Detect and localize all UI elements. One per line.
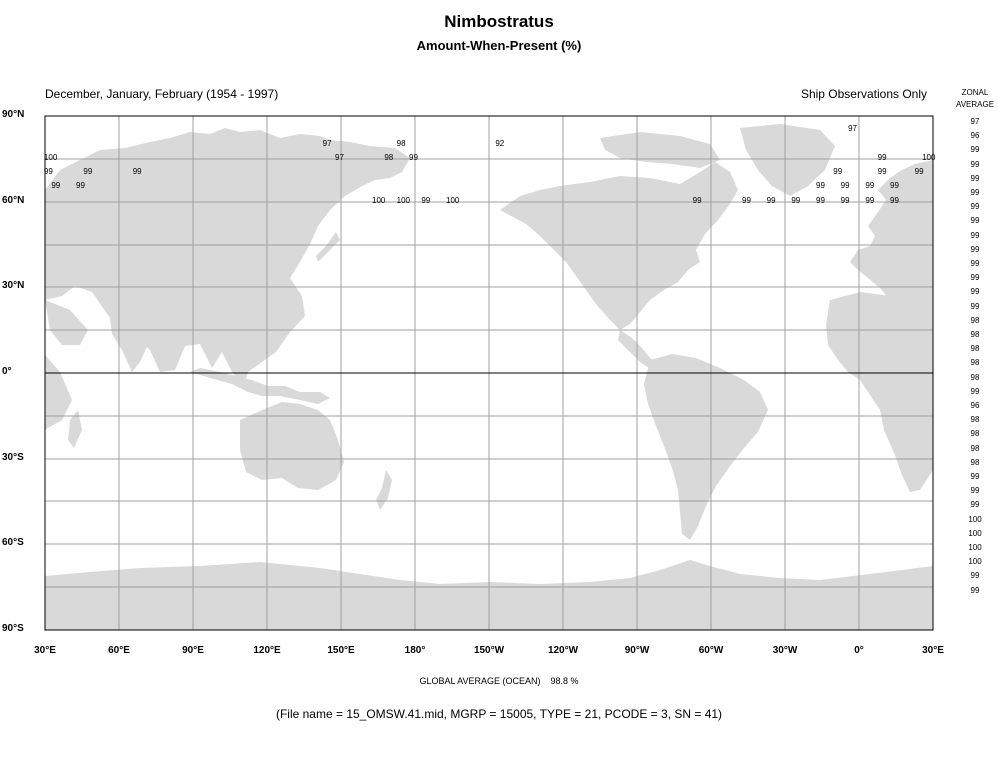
season-label: December, January, February (1954 - 1997): [45, 87, 279, 101]
zonal-average-value: 99: [970, 173, 980, 183]
zonal-average-value: 99: [970, 472, 980, 481]
grid-cell-value: 97: [848, 124, 857, 134]
zonal-average-value: 99: [970, 386, 980, 396]
zonal-average-value: 98: [970, 372, 980, 382]
zonal-average-value: 99: [970, 230, 980, 240]
lat-label: 30°S: [2, 451, 24, 463]
lon-label: 30°W: [772, 645, 798, 656]
zonal-average-value: 100: [968, 543, 982, 552]
zonal-average-value: 99: [970, 500, 980, 510]
grid-cell-value: 99: [890, 181, 899, 191]
grid-cell-value: 99: [742, 195, 751, 205]
zonal-average-value: 99: [970, 159, 980, 169]
grid-cell-value: 99: [840, 181, 850, 191]
zonal-average-value: 97: [970, 117, 980, 126]
grid-cell-value: 99: [865, 181, 875, 191]
chart-title: Nimbostratus: [444, 12, 554, 31]
zonal-average-value: 98: [970, 315, 980, 325]
grid-cell-value: 99: [409, 152, 418, 162]
zonal-average-value: 99: [970, 259, 980, 268]
grid-cell-value: 99: [132, 167, 142, 177]
grid-cell-value: 99: [865, 195, 875, 205]
zonal-average-value: 99: [970, 273, 980, 283]
lat-label: 90°S: [2, 623, 24, 634]
file-info: (File name = 15_OMSW.41.mid, MGRP = 15005, TYPE = 21, PCODE = 3, SN = 41): [275, 707, 723, 721]
grid-cell-value: 99: [83, 167, 93, 177]
zonal-average-value: 98: [970, 443, 980, 453]
lon-label: 150°W: [473, 645, 505, 656]
zonal-average-value: 99: [970, 486, 980, 496]
global-average: [0, 676, 998, 686]
global-average-label: GLOBAL AVERAGE (OCEAN): [419, 676, 541, 686]
zonal-average-value: 96: [970, 401, 980, 410]
zonal-header-line-1: ZONAL: [961, 88, 989, 97]
zonal-average-value: 100: [968, 557, 982, 567]
zonal-average-header: [950, 87, 998, 111]
grid-cell-value: 99: [43, 167, 53, 177]
lon-label: 90°W: [624, 645, 650, 656]
source-label: Ship Observations Only: [800, 87, 927, 101]
grid-cell-value: 99: [877, 167, 887, 177]
lat-label: 60°S: [2, 537, 24, 549]
grid-cell-value: 100: [922, 152, 936, 162]
grid-cell-value: 99: [816, 195, 825, 205]
zonal-average-value: 100: [968, 528, 982, 538]
zonal-average-value: 100: [968, 514, 982, 524]
lon-label: 30°E: [922, 645, 944, 656]
zonal-average-value: 98: [970, 330, 980, 339]
global-average-value: 98.8 %: [550, 676, 579, 686]
grid-cell-value: 99: [692, 195, 702, 205]
grid-cell-value: 99: [766, 195, 776, 205]
grid-cell-value: 97: [335, 152, 344, 162]
lon-label: 180°: [404, 645, 426, 656]
zonal-average-value: 99: [970, 145, 980, 155]
zonal-average-value: 99: [970, 571, 980, 581]
zonal-average-value: 99: [970, 216, 980, 226]
lon-label: 120°E: [253, 645, 281, 656]
zonal-average-value: 98: [970, 415, 980, 425]
lat-label: 30°N: [2, 280, 25, 292]
zonal-average-value: 96: [970, 131, 980, 141]
zonal-average-value: 98: [970, 344, 980, 354]
grid-cell-value: 100: [372, 195, 386, 205]
chart-subtitle: Amount-When-Present (%): [416, 38, 582, 53]
lon-label: 120°W: [547, 645, 579, 656]
grid-cell-value: 92: [495, 138, 505, 148]
lon-label: 30°E: [34, 645, 56, 656]
lon-label: 60°W: [698, 645, 724, 656]
grid-cell-value: 99: [816, 181, 825, 191]
zonal-average-value: 98: [970, 429, 980, 439]
grid-cell-value: 99: [840, 195, 850, 205]
grid-cell-value: 100: [446, 195, 460, 205]
lat-label: 60°N: [2, 194, 25, 206]
lon-label: 0°: [854, 645, 864, 656]
grid-cell-value: 97: [322, 138, 332, 148]
grid-cell-value: 99: [877, 152, 887, 162]
grid-cell-value: 99: [833, 167, 843, 177]
lat-label: 0°: [2, 366, 12, 377]
grid-cell-value: 99: [914, 167, 924, 177]
grid-cell-value: 99: [890, 195, 899, 205]
lon-label: 150°E: [327, 645, 355, 656]
zonal-average-value: 99: [970, 585, 980, 595]
grid-cell-value: 100: [43, 152, 58, 162]
grid-cell-value: 99: [421, 195, 431, 205]
lon-label: 90°E: [182, 645, 204, 656]
zonal-average-value: 99: [970, 287, 980, 297]
lon-label: 60°E: [108, 645, 130, 656]
zonal-header-line-2: AVERAGE: [955, 100, 995, 109]
zonal-average-value: 98: [970, 457, 980, 467]
zonal-average-value: 98: [970, 358, 980, 368]
grid-cell-value: 99: [76, 181, 85, 191]
grid-cell-value: 99: [51, 181, 61, 191]
grid-cell-value: 98: [396, 138, 406, 148]
lat-label: 90°N: [2, 109, 25, 120]
grid-cell-value: 100: [396, 195, 411, 205]
zonal-average-value: 99: [970, 188, 980, 197]
grid-cell-value: 99: [791, 195, 801, 205]
grid-cell-value: 98: [384, 152, 394, 162]
zonal-average-value: 99: [970, 202, 980, 212]
zonal-average-value: 99: [970, 301, 980, 311]
zonal-average-value: 99: [970, 244, 980, 254]
